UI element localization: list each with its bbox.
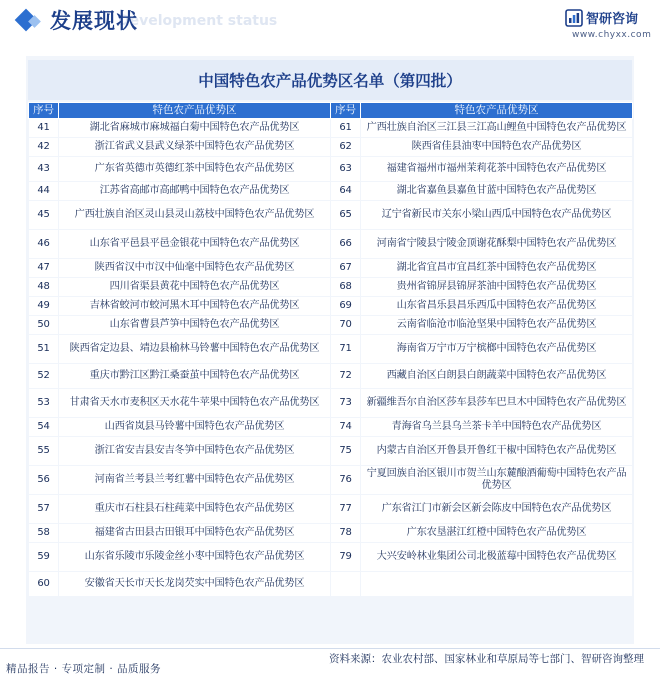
cell-seq-left: 53 (29, 389, 59, 418)
cell-seq-left: 58 (29, 524, 59, 543)
cell-zone-left: 山东省平邑县平邑金银花中国特色农产品优势区 (59, 230, 331, 259)
cell-seq-right: 65 (331, 201, 361, 230)
cell-seq-right: 64 (331, 182, 361, 201)
cell-zone-right: 陕西省佳县油枣中国特色农产品优势区 (361, 138, 633, 157)
table-row (29, 278, 633, 297)
cell-seq-right: 79 (331, 543, 361, 572)
cell-seq-right: 71 (331, 335, 361, 364)
cell-zone-left: 安徽省天长市天长龙岗芡实中国特色农产品优势区 (59, 572, 331, 597)
cell-seq-right: 77 (331, 495, 361, 524)
table-row (29, 230, 633, 259)
cell-zone-right: 宁夏回族自治区银川市贺兰山东麓酿酒葡萄中国特色农产品优势区 (361, 466, 633, 495)
header-zone-left: 特色农产品优势区 (59, 103, 331, 119)
header-seq-left: 序号 (29, 103, 59, 119)
table-row (29, 572, 633, 597)
cell-seq-left: 60 (29, 572, 59, 597)
brand-name: 智研咨询 (586, 12, 639, 27)
cell-zone-right: 青海省乌兰县乌兰茶卡羊中国特色农产品优势区 (361, 418, 633, 437)
cell-seq-left: 49 (29, 297, 59, 316)
cell-zone-left: 重庆市石柱县石柱莼菜中国特色农产品优势区 (59, 495, 331, 524)
cell-seq-right: 78 (331, 524, 361, 543)
cell-zone-right: 山东省昌乐县昌乐西瓜中国特色农产品优势区 (361, 297, 633, 316)
cell-zone-right (361, 572, 633, 597)
cell-zone-left: 四川省渠县黄花中国特色农产品优势区 (59, 278, 331, 297)
data-source: 资料来源：农业农村部、国家林业和草原局等七部门、智研咨询整理 (329, 653, 644, 665)
cell-zone-right: 云南省临沧市临沧坚果中国特色农产品优势区 (361, 316, 633, 335)
cell-seq-left: 45 (29, 201, 59, 230)
cell-seq-left: 43 (29, 157, 59, 182)
cell-zone-right: 广东农垦湛江红橙中国特色农产品优势区 (361, 524, 633, 543)
cell-zone-left: 湖北省麻城市麻城福白菊中国特色农产品优势区 (59, 119, 331, 138)
cell-seq-right: 68 (331, 278, 361, 297)
cell-seq-right: 67 (331, 259, 361, 278)
table-row (29, 524, 633, 543)
table-row (29, 157, 633, 182)
cell-seq-right: 74 (331, 418, 361, 437)
cell-seq-right: 66 (331, 230, 361, 259)
brand-url: www.chyxx.com (572, 30, 652, 40)
cell-seq-left: 52 (29, 364, 59, 389)
table-row (29, 297, 633, 316)
cell-seq-left: 48 (29, 278, 59, 297)
cell-seq-right: 75 (331, 437, 361, 466)
cell-zone-left: 广西壮族自治区灵山县灵山荔枝中国特色农产品优势区 (59, 201, 331, 230)
brand-logo-icon (565, 9, 583, 27)
table-row (29, 201, 633, 230)
cell-zone-right: 新疆维吾尔自治区莎车县莎车巴旦木中国特色农产品优势区 (361, 389, 633, 418)
cell-zone-left: 浙江省安吉县安吉冬笋中国特色农产品优势区 (59, 437, 331, 466)
cell-seq-left: 47 (29, 259, 59, 278)
header-subtitle: Development status (118, 13, 278, 29)
table-title-bar (28, 60, 632, 100)
cell-seq-left: 57 (29, 495, 59, 524)
cell-zone-right: 湖北省嘉鱼县嘉鱼甘蓝中国特色农产品优势区 (361, 182, 633, 201)
table-row (29, 418, 633, 437)
cell-zone-left: 河南省兰考县兰考红薯中国特色农产品优势区 (59, 466, 331, 495)
cell-zone-right: 广东省江门市新会区新会陈皮中国特色农产品优势区 (361, 495, 633, 524)
cell-zone-right: 内蒙古自治区开鲁县开鲁红干椒中国特色农产品优势区 (361, 437, 633, 466)
cell-seq-left: 54 (29, 418, 59, 437)
table-row (29, 259, 633, 278)
cell-zone-left: 山东省乐陵市乐陵金丝小枣中国特色农产品优势区 (59, 543, 331, 572)
cell-seq-left: 41 (29, 119, 59, 138)
cell-seq-right: 72 (331, 364, 361, 389)
cell-seq-right: 73 (331, 389, 361, 418)
cell-zone-left: 广东省英德市英德红茶中国特色农产品优势区 (59, 157, 331, 182)
cell-seq-left: 55 (29, 437, 59, 466)
table-row (29, 138, 633, 157)
cell-zone-left: 甘肃省天水市麦积区天水花牛苹果中国特色农产品优势区 (59, 389, 331, 418)
cell-seq-right: 69 (331, 297, 361, 316)
table-row (29, 316, 633, 335)
cell-zone-left: 福建省古田县古田银耳中国特色农产品优势区 (59, 524, 331, 543)
cell-zone-right: 贵州省锦屏县锦屏茶油中国特色农产品优势区 (361, 278, 633, 297)
cell-seq-right (331, 572, 361, 597)
cell-zone-right: 广西壮族自治区三江县三江高山鲤鱼中国特色农产品优势区 (361, 119, 633, 138)
table-row (29, 466, 633, 495)
cell-zone-right: 西藏自治区白朗县白朗蔬菜中国特色农产品优势区 (361, 364, 633, 389)
cell-seq-right: 62 (331, 138, 361, 157)
cell-seq-left: 50 (29, 316, 59, 335)
cell-seq-left: 56 (29, 466, 59, 495)
cell-zone-right: 海南省万宁市万宁槟榔中国特色农产品优势区 (361, 335, 633, 364)
table-row (29, 364, 633, 389)
page-footer (0, 648, 660, 676)
header-seq-right: 序号 (331, 103, 361, 119)
table-row (29, 119, 633, 138)
cell-seq-right: 61 (331, 119, 361, 138)
footer-slogan: 精品报告 · 专项定制 · 品质服务 (6, 663, 162, 675)
table-body (29, 119, 633, 597)
cell-zone-left: 山西省岚县马铃薯中国特色农产品优势区 (59, 418, 331, 437)
cell-seq-left: 59 (29, 543, 59, 572)
table-row (29, 437, 633, 466)
cell-zone-right: 辽宁省新民市关东小梁山西瓜中国特色农产品优势区 (361, 201, 633, 230)
cell-zone-left: 山东省曹县芦笋中国特色农产品优势区 (59, 316, 331, 335)
cell-seq-right: 70 (331, 316, 361, 335)
table-row (29, 182, 633, 201)
table-row (29, 543, 633, 572)
cell-zone-left: 重庆市黔江区黔江桑蚕茧中国特色农产品优势区 (59, 364, 331, 389)
page-title: 发展现状 (50, 9, 138, 33)
cell-zone-left: 浙江省武义县武义绿茶中国特色农产品优势区 (59, 138, 331, 157)
cell-zone-right: 福建省福州市福州茉莉花茶中国特色农产品优势区 (361, 157, 633, 182)
cell-seq-right: 76 (331, 466, 361, 495)
cell-zone-right: 大兴安岭林业集团公司北极蓝莓中国特色农产品优势区 (361, 543, 633, 572)
table-title: 中国特色农产品优势区名单（第四批） (198, 72, 462, 90)
cell-zone-left: 陕西省定边县、靖边县榆林马铃薯中国特色农产品优势区 (59, 335, 331, 364)
table-row (29, 389, 633, 418)
table-row (29, 335, 633, 364)
cell-zone-left: 江苏省高邮市高邮鸭中国特色农产品优势区 (59, 182, 331, 201)
cell-zone-left: 吉林省蛟河市蛟河黑木耳中国特色农产品优势区 (59, 297, 331, 316)
cell-zone-left: 陕西省汉中市汉中仙毫中国特色农产品优势区 (59, 259, 331, 278)
page-header (0, 0, 660, 48)
cell-seq-left: 44 (29, 182, 59, 201)
cell-seq-left: 46 (29, 230, 59, 259)
table-header-row (29, 103, 633, 119)
header-zone-right: 特色农产品优势区 (361, 103, 633, 119)
cell-seq-left: 51 (29, 335, 59, 364)
footer-divider (0, 648, 660, 649)
cell-seq-right: 63 (331, 157, 361, 182)
table-panel (26, 56, 634, 644)
cell-zone-right: 湖北省宜昌市宜昌红茶中国特色农产品优势区 (361, 259, 633, 278)
table-row (29, 495, 633, 524)
cell-seq-left: 42 (29, 138, 59, 157)
zones-table (28, 102, 633, 597)
cell-zone-right: 河南省宁陵县宁陵金顶谢花酥梨中国特色农产品优势区 (361, 230, 633, 259)
